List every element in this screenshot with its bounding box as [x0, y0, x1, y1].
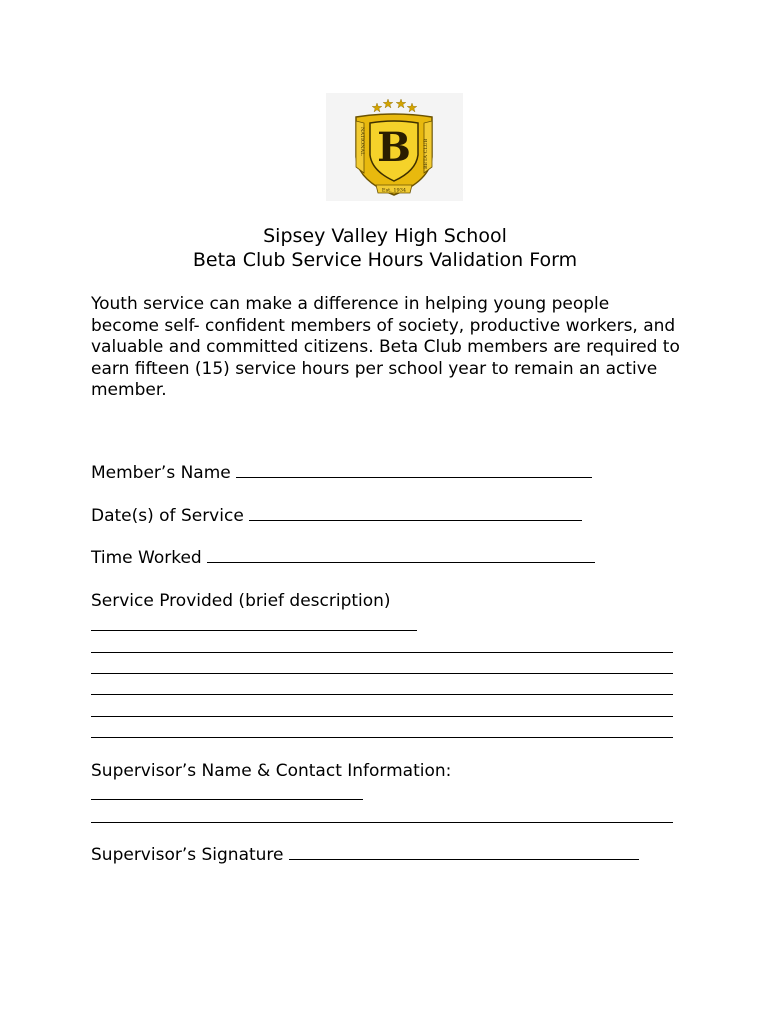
supervisor-signature-label: Supervisor’s Signature — [91, 845, 284, 865]
service-description-line[interactable] — [91, 737, 673, 738]
service-description-line[interactable] — [91, 673, 673, 674]
time-worked-label: Time Worked — [91, 548, 202, 568]
svg-text:BETA CLUB: BETA CLUB — [423, 138, 429, 169]
svg-text:NATIONAL: NATIONAL — [359, 127, 365, 156]
supervisor-contact-line[interactable] — [91, 822, 673, 823]
supervisor-contact-label: Supervisor’s Name & Contact Information: — [91, 761, 452, 781]
star-icon — [407, 103, 417, 112]
member-name-line[interactable] — [236, 463, 592, 478]
star-icon — [372, 103, 382, 112]
member-name-field — [91, 462, 592, 484]
dates-of-service-label: Date(s) of Service — [91, 506, 244, 526]
supervisor-contact-line[interactable] — [91, 799, 363, 800]
time-worked-field — [91, 547, 595, 569]
supervisor-signature-line[interactable] — [289, 845, 639, 860]
form-title: Beta Club Service Hours Validation Form — [192, 249, 578, 271]
beta-club-logo — [326, 93, 463, 201]
time-worked-line[interactable] — [207, 548, 595, 563]
dates-of-service-field — [91, 505, 582, 527]
dates-of-service-line[interactable] — [249, 506, 582, 521]
member-name-label: Member’s Name — [91, 463, 231, 483]
service-description-line[interactable] — [91, 694, 673, 695]
service-provided-label: Service Provided (brief description) — [91, 591, 391, 611]
service-description-line[interactable] — [91, 630, 417, 631]
beta-club-crest-icon — [326, 93, 463, 201]
star-icon — [383, 99, 393, 108]
school-name: Sipsey Valley High School — [263, 225, 507, 247]
supervisor-signature-field — [91, 844, 639, 866]
svg-text:Est. 1934: Est. 1934 — [381, 187, 407, 194]
service-description-line[interactable] — [91, 652, 673, 653]
star-icon — [396, 99, 406, 108]
service-description-line[interactable] — [91, 716, 673, 717]
intro-paragraph: Youth service can make a difference in helping young people become self- confident members of society, productive workers, and valuable and committed citizens. Beta Club members are required to earn fifteen (15) service hours per school year to remain an active member. — [91, 294, 680, 400]
svg-text:B: B — [377, 124, 411, 171]
